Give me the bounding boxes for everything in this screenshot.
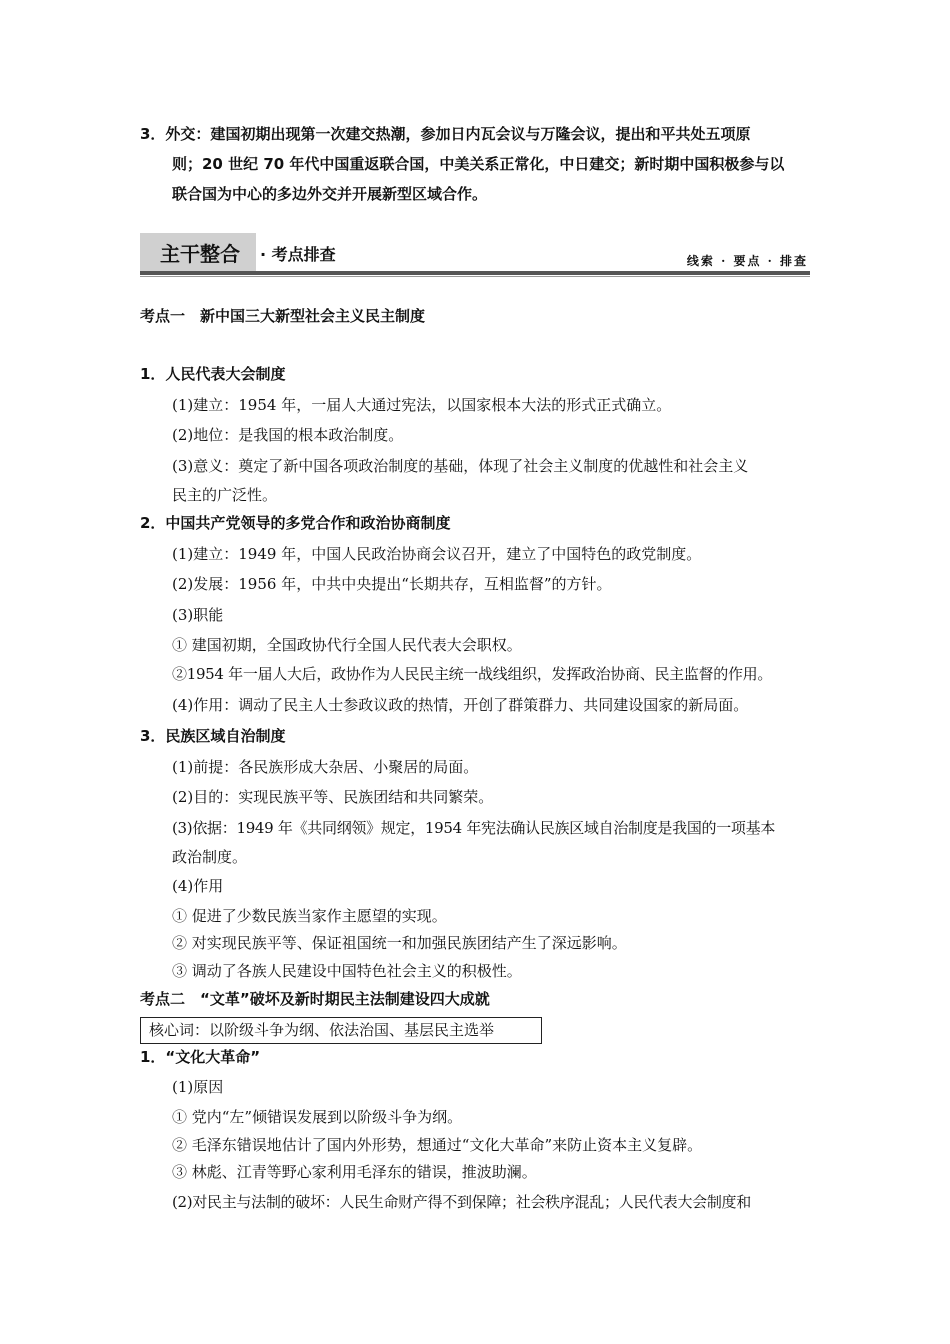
kp1-s1-c1: (3)意义：奠定了新中国各项政治制度的基础，体现了社会主义制度的优越性和社会主义 [172,457,749,475]
kp1-s2-a: (1)建立：1949 年，中国人民政治协商会议召开，建立了中国特色的政党制度。 [172,545,702,563]
kp1-s3-d2: ② 对实现民族平等、保证祖国统一和加强民族团结产生了深远影响。 [172,934,627,952]
kp1-s2-b: (2)发展：1956 年，中共中央提出“长期共存，互相监督”的方针。 [172,575,612,593]
kp2-s1-a1: ① 党内“左”倾错误发展到以阶级斗争为纲。 [172,1108,463,1126]
banner-rule [140,271,810,275]
kp2-s1-a: (1)原因 [172,1078,224,1096]
keywords-box [140,1017,542,1044]
kp2-heading: 考点二 “文革”破坏及新时期民主法制建设四大成就 [140,990,490,1008]
keywords-text: 核心词：以阶级斗争为纲、依法治国、基层民主选举 [149,1021,495,1039]
section-banner [140,233,810,277]
banner-rule-thin [140,276,810,277]
kp1-s3-d1: ① 促进了少数民族当家作主愿望的实现。 [172,907,447,925]
kp1-s2-d: (4)作用：调动了民主人士参政议政的热情，开创了群策群力、共同建设国家的新局面。 [172,696,749,714]
kp1-s1-a: (1)建立：1954 年，一届人大通过宪法，以国家根本大法的形式正式确立。 [172,396,672,414]
kp1-s2-title: 2．中国共产党领导的多党合作和政治协商制度 [140,514,451,532]
kp2-s1-a2: ② 毛泽东错误地估计了国内外形势，想通过“文化大革命”来防止资本主义复辟。 [172,1136,703,1154]
kp1-s3-d3: ③ 调动了各族人民建设中国特色社会主义的积极性。 [172,962,522,980]
kp1-s3-d: (4)作用 [172,877,224,895]
intro-line-1: 3．外交：建国初期出现第一次建交热潮，参加日内瓦会议与万隆会议，提出和平共处五项原 [140,125,751,143]
kp1-s3-a: (1)前提：各民族形成大杂居、小聚居的局面。 [172,758,479,776]
kp2-s1-b: (2)对民主与法制的破坏：人民生命财产得不到保障；社会秩序混乱；人民代表大会制度和 [172,1193,751,1211]
kp1-s3-title: 3．民族区域自治制度 [140,727,286,745]
kp1-s1-b: (2)地位：是我国的根本政治制度。 [172,426,404,444]
kp1-heading: 考点一 新中国三大新型社会主义民主制度 [140,307,426,325]
kp1-s3-c1: (3)依据：1949 年《共同纲领》规定，1954 年宪法确认民族区域自治制度是我国的一项基本 [172,819,776,837]
kp2-s1-a3: ③ 林彪、江青等野心家利用毛泽东的错误，推波助澜。 [172,1163,537,1181]
banner-right-label: 线索 · 要点 · 排查 [686,254,808,268]
kp1-s2-c: (3)职能 [172,606,224,624]
kp1-s3-b: (2)目的：实现民族平等、民族团结和共同繁荣。 [172,788,494,806]
intro-line-3: 联合国为中心的多边外交并开展新型区域合作。 [172,185,488,203]
kp1-s2-c2: ②1954 年一届人大后，政协作为人民民主统一战线组织，发挥政治协商、民主监督的作用。 [172,665,773,683]
banner-title: 主干整合 [160,242,240,266]
banner-subtitle: · 考点排查 [260,245,336,264]
kp1-s1-title: 1．人民代表大会制度 [140,365,286,383]
kp1-s1-c2: 民主的广泛性。 [172,486,278,504]
intro-line-2: 则；20 世纪 70 年代中国重返联合国，中美关系正常化，中日建交；新时期中国积极参与以 [172,155,785,173]
kp1-s2-c1: ① 建国初期，全国政协代行全国人民代表大会职权。 [172,636,522,654]
kp2-s1-title: 1．“文化大革命” [140,1048,261,1066]
kp1-s3-c2: 政治制度。 [172,848,248,866]
